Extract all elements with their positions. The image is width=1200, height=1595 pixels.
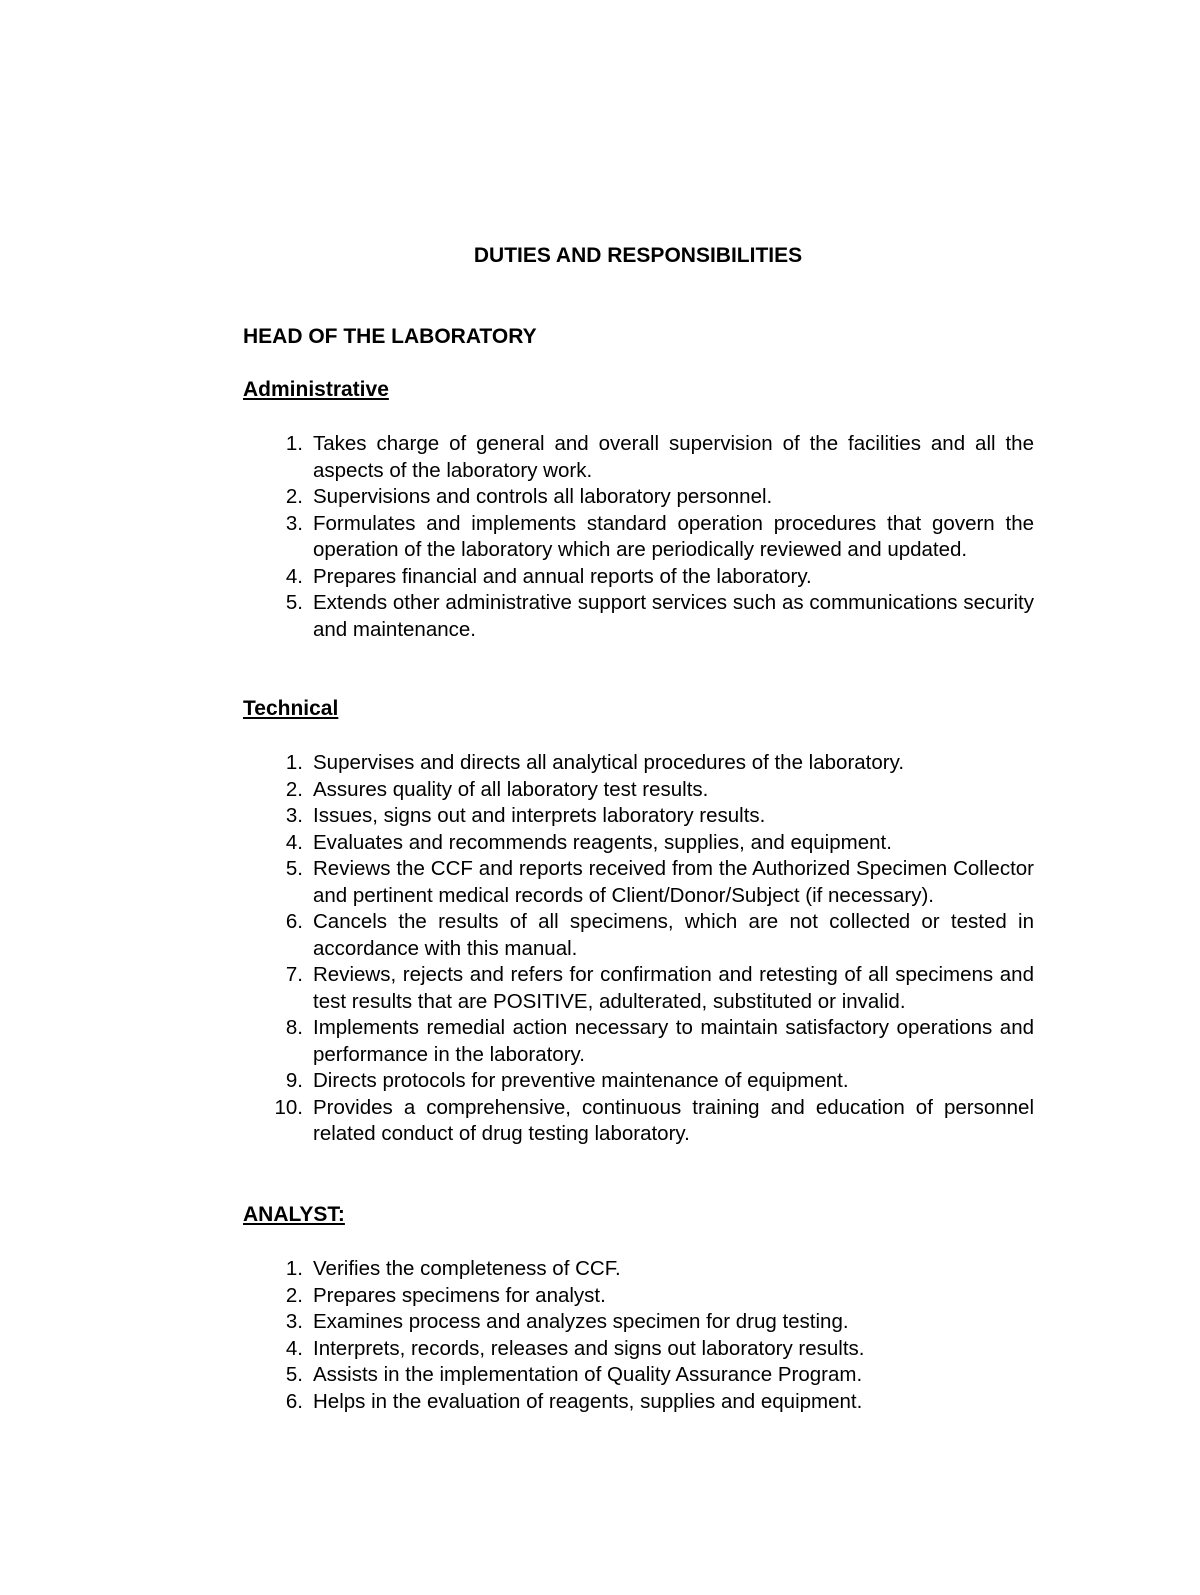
administrative-duties-list [268,431,1034,643]
list-item [268,484,1034,511]
list-item-text: Extends other administrative support services such as communications security and maintenance. [313,591,1034,641]
list-item-text: Assures quality of all laboratory test results. [313,777,709,801]
list-item-text: Evaluates and recommends reagents, supplies, and equipment. [313,830,892,854]
subsection-heading-technical: Technical [243,697,339,720]
list-item-text: Prepares specimens for analyst. [313,1283,606,1307]
list-item [268,777,1034,804]
list-item-number: 4. [285,564,303,588]
list-item-text: Assists in the implementation of Quality Assurance Program. [313,1363,863,1386]
list-item-text: Reviews, rejects and refers for confirmation and retesting of all specimens and test results that are POSITIVE, adulterated, substituted or invalid. [313,963,1034,1013]
list-item [268,590,1034,643]
list-item-text: Helps in the evaluation of reagents, supplies and equipment. [313,1389,863,1413]
list-item-text: Supervisions and controls all laboratory personnel. [313,485,773,508]
list-item-number: 5. [285,857,303,880]
list-item-text: Implements remedial action necessary to maintain satisfactory operations and performance in the laboratory. [313,1016,1034,1066]
list-item [268,909,1034,962]
list-item-number: 4. [285,1336,303,1360]
list-item-number: 8. [285,1016,303,1039]
list-item-text: Takes charge of general and overall supervision of the facilities and all the aspects of the laboratory work. [313,432,1034,482]
list-item [268,511,1034,564]
list-item [268,1309,1034,1336]
list-item-text: Supervises and directs all analytical procedures of the laboratory. [313,751,905,774]
list-item [268,1389,1034,1416]
list-item-number: 3. [285,511,303,535]
list-item-number: 10. [274,1095,303,1119]
list-item-number: 9. [285,1069,303,1092]
list-item [268,1068,1034,1095]
list-item [268,830,1034,857]
list-item-number: 1. [285,751,303,774]
list-item-text: Prepares financial and annual reports of the laboratory. [313,564,812,588]
list-item-text: Verifies the completeness of CCF. [313,1257,621,1280]
list-item-text: Provides a comprehensive, continuous training and education of personnel related conduct of drug testing laboratory. [313,1095,1034,1145]
list-item-text: Interprets, records, releases and signs out laboratory results. [313,1336,865,1360]
list-item [268,856,1034,909]
list-item-text: Formulates and implements standard operation procedures that govern the operation of the laboratory which are periodically reviewed and updated. [313,511,1034,561]
list-item-number: 6. [285,910,303,933]
list-item [268,750,1034,777]
list-item-text: Examines process and analyzes specimen for drug testing. [313,1310,849,1333]
list-item-number: 5. [285,591,303,614]
list-item-number: 1. [285,1257,303,1280]
list-item [268,1362,1034,1389]
list-item-number: 1. [285,432,303,455]
list-item [268,962,1034,1015]
analyst-duties-list [268,1256,1034,1415]
list-item [268,1095,1034,1148]
list-item [268,1015,1034,1068]
list-item-number: 6. [285,1389,303,1413]
list-item-number: 3. [285,1310,303,1333]
list-item-number: 2. [285,1283,303,1307]
list-item-text: Cancels the results of all specimens, which are not collected or tested in accordance with this manual. [313,910,1034,960]
subsection-heading-administrative: Administrative [243,378,389,401]
list-item [268,1256,1034,1283]
list-item [268,431,1034,484]
section-heading-analyst: ANALYST: [243,1203,345,1226]
list-item-number: 4. [285,830,303,854]
list-item-number: 3. [285,804,303,827]
list-item [268,1283,1034,1310]
technical-duties-list [268,750,1034,1148]
list-item-number: 2. [285,485,303,508]
list-item-number: 2. [285,777,303,801]
list-item-text: Directs protocols for preventive maintenance of equipment. [313,1069,849,1092]
list-item-text: Reviews the CCF and reports received from the Authorized Specimen Collector and pertinent medical records of Client/Donor/Subject (if necessary). [313,857,1034,907]
document-title: DUTIES AND RESPONSIBILITIES [473,244,803,267]
list-item-number: 5. [285,1363,303,1386]
list-item [268,564,1034,591]
list-item [268,803,1034,830]
section-heading-head-of-laboratory: HEAD OF THE LABORATORY [243,325,537,348]
list-item-number: 7. [285,963,303,986]
list-item [268,1336,1034,1363]
list-item-text: Issues, signs out and interprets laboratory results. [313,804,766,827]
